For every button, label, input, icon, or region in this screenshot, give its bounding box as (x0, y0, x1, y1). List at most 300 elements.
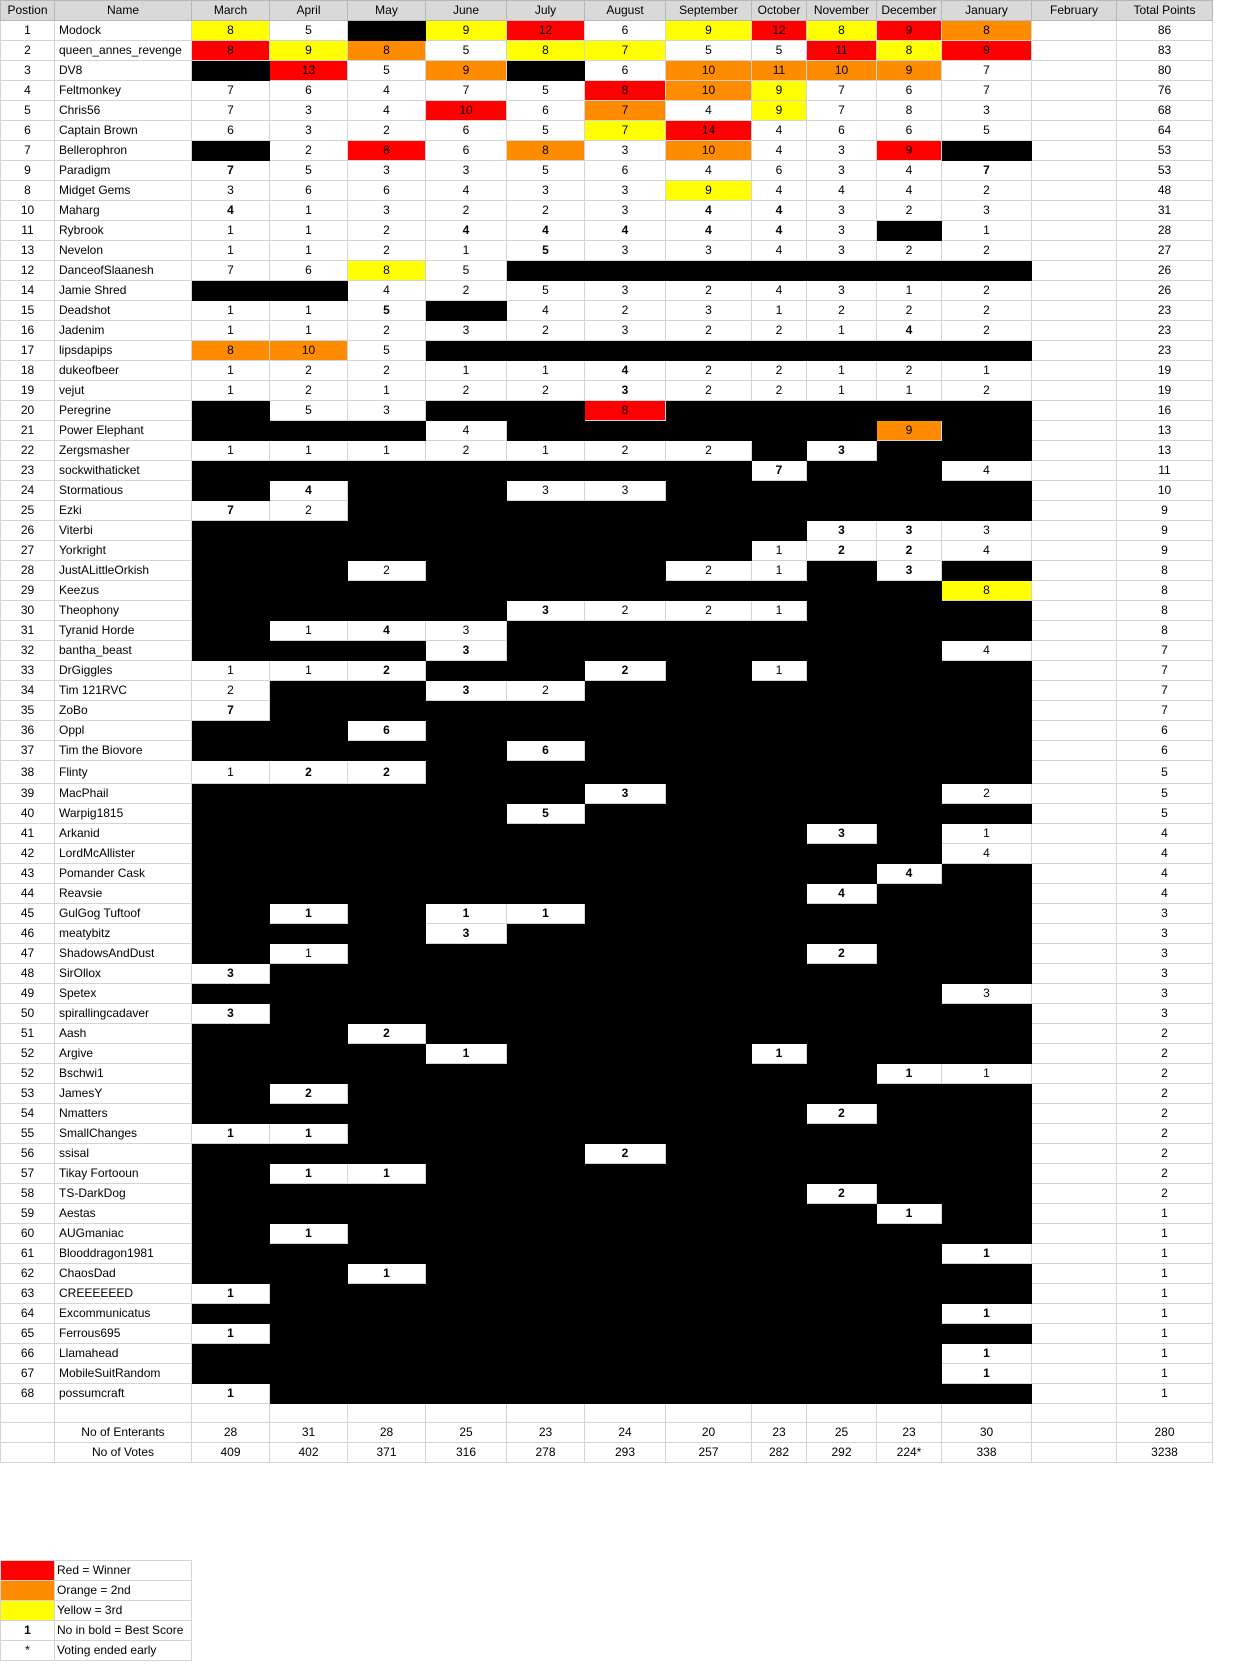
summary-value: 23 (752, 1423, 807, 1443)
position-cell: 25 (1, 501, 55, 521)
score-cell (877, 904, 942, 924)
score-cell (270, 1064, 348, 1084)
score-cell (807, 1344, 877, 1364)
score-cell (942, 884, 1032, 904)
table-row (1, 101, 1213, 121)
position-cell: 58 (1, 1184, 55, 1204)
position-cell: 50 (1, 1004, 55, 1024)
score-cell (585, 621, 666, 641)
name-cell: Tikay Fortooun (55, 1164, 192, 1184)
score-cell: 2 (807, 1184, 877, 1204)
score-cell: 7 (942, 81, 1032, 101)
score-cell (1032, 61, 1117, 81)
score-cell (666, 964, 752, 984)
score-cell: 8 (348, 141, 426, 161)
total-cell: 3 (1117, 904, 1213, 924)
score-cell (348, 944, 426, 964)
position-cell: 15 (1, 301, 55, 321)
total-cell: 19 (1117, 361, 1213, 381)
score-cell (270, 924, 348, 944)
name-cell: Llamahead (55, 1344, 192, 1364)
score-cell: 3 (942, 201, 1032, 221)
position-cell: 42 (1, 844, 55, 864)
score-cell (666, 1084, 752, 1104)
score-cell (1032, 1384, 1117, 1404)
position-cell: 7 (1, 141, 55, 161)
score-cell: 3 (807, 281, 877, 301)
table-row (1, 41, 1213, 61)
name-cell: LordMcAllister (55, 844, 192, 864)
score-cell: 2 (877, 361, 942, 381)
score-cell (1032, 1004, 1117, 1024)
score-cell: 7 (192, 81, 270, 101)
score-cell (877, 1024, 942, 1044)
total-cell: 7 (1117, 681, 1213, 701)
summary-value (1032, 1423, 1117, 1443)
score-cell: 2 (270, 141, 348, 161)
score-cell: 4 (942, 641, 1032, 661)
score-cell (192, 1024, 270, 1044)
position-cell: 27 (1, 541, 55, 561)
total-cell: 9 (1117, 501, 1213, 521)
position-cell: 8 (1, 181, 55, 201)
table-row (1, 824, 1213, 844)
score-cell: 7 (807, 81, 877, 101)
score-cell: 4 (585, 221, 666, 241)
name-cell: Paradigm (55, 161, 192, 181)
score-cell (348, 521, 426, 541)
position-cell: 30 (1, 601, 55, 621)
score-cell: 2 (426, 441, 507, 461)
score-cell: 5 (348, 61, 426, 81)
position-cell: 64 (1, 1304, 55, 1324)
score-cell: 6 (426, 121, 507, 141)
table-row (1, 1044, 1213, 1064)
score-cell: 9 (877, 421, 942, 441)
table-row (1, 1344, 1213, 1364)
score-cell (192, 641, 270, 661)
score-cell: 2 (507, 321, 585, 341)
score-cell (1032, 361, 1117, 381)
position-cell: 55 (1, 1124, 55, 1144)
score-cell (426, 824, 507, 844)
score-cell (426, 1284, 507, 1304)
position-cell: 24 (1, 481, 55, 501)
score-cell: 2 (666, 361, 752, 381)
score-cell (752, 844, 807, 864)
score-cell: 2 (752, 361, 807, 381)
score-cell (585, 701, 666, 721)
total-cell: 3 (1117, 944, 1213, 964)
score-cell (585, 984, 666, 1004)
score-cell (348, 1004, 426, 1024)
score-cell (270, 1184, 348, 1204)
score-cell: 2 (270, 361, 348, 381)
score-cell (348, 1224, 426, 1244)
table-row (1, 601, 1213, 621)
score-cell (1032, 261, 1117, 281)
score-cell (1032, 661, 1117, 681)
score-cell (192, 1304, 270, 1324)
score-cell (270, 1004, 348, 1024)
summary-value: 316 (426, 1443, 507, 1463)
table-row (1, 561, 1213, 581)
score-cell (507, 1044, 585, 1064)
summary-value: 257 (666, 1443, 752, 1463)
score-cell (942, 1284, 1032, 1304)
score-cell (348, 1104, 426, 1124)
score-cell: 9 (426, 61, 507, 81)
score-cell: 3 (585, 241, 666, 261)
score-cell: 1 (752, 561, 807, 581)
score-cell (877, 401, 942, 421)
score-cell (752, 944, 807, 964)
score-cell (807, 481, 877, 501)
score-cell (1032, 864, 1117, 884)
score-cell (192, 884, 270, 904)
table-row (1, 281, 1213, 301)
score-cell (270, 964, 348, 984)
column-header: August (585, 1, 666, 21)
score-cell: 8 (877, 41, 942, 61)
score-cell (1032, 181, 1117, 201)
score-cell (877, 1304, 942, 1324)
score-cell (426, 1004, 507, 1024)
score-cell (585, 1124, 666, 1144)
score-cell: 1 (270, 621, 348, 641)
score-cell (348, 641, 426, 661)
table-row (1, 1224, 1213, 1244)
score-cell: 2 (807, 944, 877, 964)
score-cell (877, 1284, 942, 1304)
score-cell (666, 1004, 752, 1024)
score-cell: 3 (807, 824, 877, 844)
score-cell (877, 1104, 942, 1124)
total-cell: 5 (1117, 784, 1213, 804)
score-cell (877, 501, 942, 521)
score-cell: 1 (270, 301, 348, 321)
table-row (1, 541, 1213, 561)
score-cell: 2 (348, 1024, 426, 1044)
table-row (1, 21, 1213, 41)
table-row (1, 984, 1213, 1004)
score-cell: 1 (192, 381, 270, 401)
score-cell (1032, 1104, 1117, 1124)
score-cell (877, 741, 942, 761)
score-cell: 3 (807, 441, 877, 461)
score-cell (507, 641, 585, 661)
score-cell: 4 (426, 181, 507, 201)
table-row (1, 844, 1213, 864)
score-cell (807, 1044, 877, 1064)
score-cell: 1 (807, 381, 877, 401)
score-cell (585, 1244, 666, 1264)
score-cell (807, 904, 877, 924)
score-cell (752, 1144, 807, 1164)
score-cell: 1 (192, 361, 270, 381)
total-cell: 68 (1117, 101, 1213, 121)
score-cell (507, 1204, 585, 1224)
score-cell: 5 (348, 341, 426, 361)
score-cell: 2 (270, 501, 348, 521)
summary-value (1032, 1443, 1117, 1463)
score-cell (877, 441, 942, 461)
score-cell (666, 1384, 752, 1404)
score-cell: 10 (426, 101, 507, 121)
score-cell (807, 661, 877, 681)
column-header: April (270, 1, 348, 21)
score-cell (270, 461, 348, 481)
position-cell: 41 (1, 824, 55, 844)
score-cell: 1 (270, 241, 348, 261)
score-cell: 1 (752, 1044, 807, 1064)
score-cell (666, 904, 752, 924)
table-row (1, 241, 1213, 261)
score-cell: 4 (270, 481, 348, 501)
table-row (1, 1104, 1213, 1124)
score-cell: 8 (585, 81, 666, 101)
score-cell (807, 621, 877, 641)
table-row (1, 661, 1213, 681)
total-cell: 1 (1117, 1384, 1213, 1404)
legend-swatch: * (1, 1641, 55, 1661)
score-cell (585, 1224, 666, 1244)
score-cell (270, 601, 348, 621)
score-cell (192, 61, 270, 81)
score-cell: 6 (270, 81, 348, 101)
score-cell: 1 (877, 1064, 942, 1084)
score-cell: 2 (585, 441, 666, 461)
score-cell (348, 844, 426, 864)
table-row (1, 1024, 1213, 1044)
score-cell (585, 261, 666, 281)
score-cell (1032, 81, 1117, 101)
table-row (1, 81, 1213, 101)
score-cell: 1 (942, 1244, 1032, 1264)
name-cell: TS-DarkDog (55, 1184, 192, 1204)
score-cell (877, 1244, 942, 1264)
score-cell: 1 (192, 301, 270, 321)
score-cell (877, 481, 942, 501)
name-cell: MacPhail (55, 784, 192, 804)
position-cell: 28 (1, 561, 55, 581)
score-cell (1032, 621, 1117, 641)
total-cell: 1 (1117, 1244, 1213, 1264)
score-cell (507, 501, 585, 521)
score-cell (348, 824, 426, 844)
score-cell: 2 (942, 181, 1032, 201)
score-cell (752, 904, 807, 924)
summary-value: 31 (270, 1423, 348, 1443)
score-cell: 3 (585, 141, 666, 161)
name-cell: Warpig1815 (55, 804, 192, 824)
score-cell: 8 (807, 21, 877, 41)
legend-text: Yellow = 3rd (55, 1601, 192, 1621)
score-cell (942, 1044, 1032, 1064)
score-cell (752, 1104, 807, 1124)
score-cell (666, 661, 752, 681)
score-cell (752, 1084, 807, 1104)
name-cell: Feltmonkey (55, 81, 192, 101)
score-cell: 2 (752, 381, 807, 401)
total-cell: 80 (1117, 61, 1213, 81)
table-row (1, 161, 1213, 181)
score-cell (1032, 341, 1117, 361)
score-cell (348, 1204, 426, 1224)
score-cell: 5 (426, 261, 507, 281)
score-cell (877, 1004, 942, 1024)
score-cell (507, 561, 585, 581)
position-cell: 59 (1, 1204, 55, 1224)
score-cell: 9 (666, 181, 752, 201)
table-row (1, 501, 1213, 521)
score-cell: 2 (666, 441, 752, 461)
position-cell: 35 (1, 701, 55, 721)
score-cell: 5 (507, 241, 585, 261)
score-cell: 2 (807, 301, 877, 321)
score-cell (585, 1184, 666, 1204)
score-cell (807, 1204, 877, 1224)
score-cell (666, 1204, 752, 1224)
score-cell: 3 (348, 161, 426, 181)
score-cell: 2 (807, 541, 877, 561)
position-cell: 33 (1, 661, 55, 681)
score-cell: 2 (585, 661, 666, 681)
score-cell (192, 1224, 270, 1244)
summary-row-entrants (1, 1423, 1213, 1443)
score-cell: 1 (877, 1204, 942, 1224)
name-cell: lipsdapips (55, 341, 192, 361)
total-cell: 86 (1117, 21, 1213, 41)
score-cell: 3 (585, 281, 666, 301)
score-cell: 2 (426, 201, 507, 221)
score-cell (942, 741, 1032, 761)
score-cell (752, 984, 807, 1004)
score-cell (192, 844, 270, 864)
column-header: January (942, 1, 1032, 21)
score-cell (270, 1384, 348, 1404)
name-cell: Bellerophron (55, 141, 192, 161)
score-cell: 2 (348, 761, 426, 784)
score-cell (877, 581, 942, 601)
score-cell: 6 (426, 141, 507, 161)
score-cell (1032, 1304, 1117, 1324)
score-cell (192, 924, 270, 944)
score-cell: 4 (666, 201, 752, 221)
score-cell: 5 (666, 41, 752, 61)
position-cell: 52 (1, 1044, 55, 1064)
name-cell: Ferrous695 (55, 1324, 192, 1344)
total-cell: 10 (1117, 481, 1213, 501)
name-cell: Modock (55, 21, 192, 41)
score-cell: 2 (752, 321, 807, 341)
total-cell: 13 (1117, 441, 1213, 461)
score-cell (666, 1284, 752, 1304)
legend-swatch (1, 1601, 55, 1621)
score-cell: 1 (270, 201, 348, 221)
name-cell: ZoBo (55, 701, 192, 721)
score-cell: 4 (348, 621, 426, 641)
score-cell (426, 944, 507, 964)
score-cell (426, 1164, 507, 1184)
score-cell: 2 (348, 121, 426, 141)
position-cell: 40 (1, 804, 55, 824)
score-cell (426, 1024, 507, 1044)
score-cell (942, 601, 1032, 621)
score-cell (877, 784, 942, 804)
header-row (1, 1, 1213, 21)
score-cell (192, 421, 270, 441)
score-cell: 1 (192, 1124, 270, 1144)
score-cell: 8 (507, 141, 585, 161)
summary-value: 25 (426, 1423, 507, 1443)
score-cell: 4 (507, 301, 585, 321)
score-cell (585, 1164, 666, 1184)
score-cell (1032, 421, 1117, 441)
total-cell: 2 (1117, 1044, 1213, 1064)
score-cell: 7 (192, 161, 270, 181)
score-cell (942, 761, 1032, 784)
total-cell: 1 (1117, 1324, 1213, 1344)
score-cell: 1 (192, 661, 270, 681)
total-cell: 28 (1117, 221, 1213, 241)
score-cell: 6 (348, 181, 426, 201)
table-row (1, 804, 1213, 824)
score-cell (348, 421, 426, 441)
score-cell (666, 1364, 752, 1384)
total-cell: 9 (1117, 541, 1213, 561)
score-cell (585, 1084, 666, 1104)
table-row (1, 1324, 1213, 1344)
name-cell: GulGog Tuftoof (55, 904, 192, 924)
summary-label: No of Enterants (55, 1423, 192, 1443)
total-cell: 1 (1117, 1284, 1213, 1304)
column-header: May (348, 1, 426, 21)
table-row (1, 441, 1213, 461)
score-cell (192, 741, 270, 761)
score-cell: 1 (270, 944, 348, 964)
score-cell (507, 521, 585, 541)
position-cell: 39 (1, 784, 55, 804)
total-cell: 3 (1117, 924, 1213, 944)
score-cell (942, 1104, 1032, 1124)
score-cell (348, 21, 426, 41)
score-cell: 2 (192, 681, 270, 701)
position-cell: 52 (1, 1064, 55, 1084)
summary-value: 293 (585, 1443, 666, 1463)
position-cell: 29 (1, 581, 55, 601)
score-cell (1032, 301, 1117, 321)
score-cell (507, 1084, 585, 1104)
score-cell (942, 964, 1032, 984)
score-cell (1032, 1244, 1117, 1264)
score-cell (348, 481, 426, 501)
score-cell (942, 1024, 1032, 1044)
score-cell (507, 824, 585, 844)
score-cell (426, 761, 507, 784)
score-cell (192, 1264, 270, 1284)
score-cell (807, 1244, 877, 1264)
score-cell (426, 1344, 507, 1364)
name-cell: DV8 (55, 61, 192, 81)
score-cell (752, 261, 807, 281)
score-cell (507, 461, 585, 481)
position-cell: 44 (1, 884, 55, 904)
score-cell (666, 721, 752, 741)
total-cell: 8 (1117, 581, 1213, 601)
legend-item (1, 1561, 192, 1581)
score-cell: 8 (877, 101, 942, 121)
